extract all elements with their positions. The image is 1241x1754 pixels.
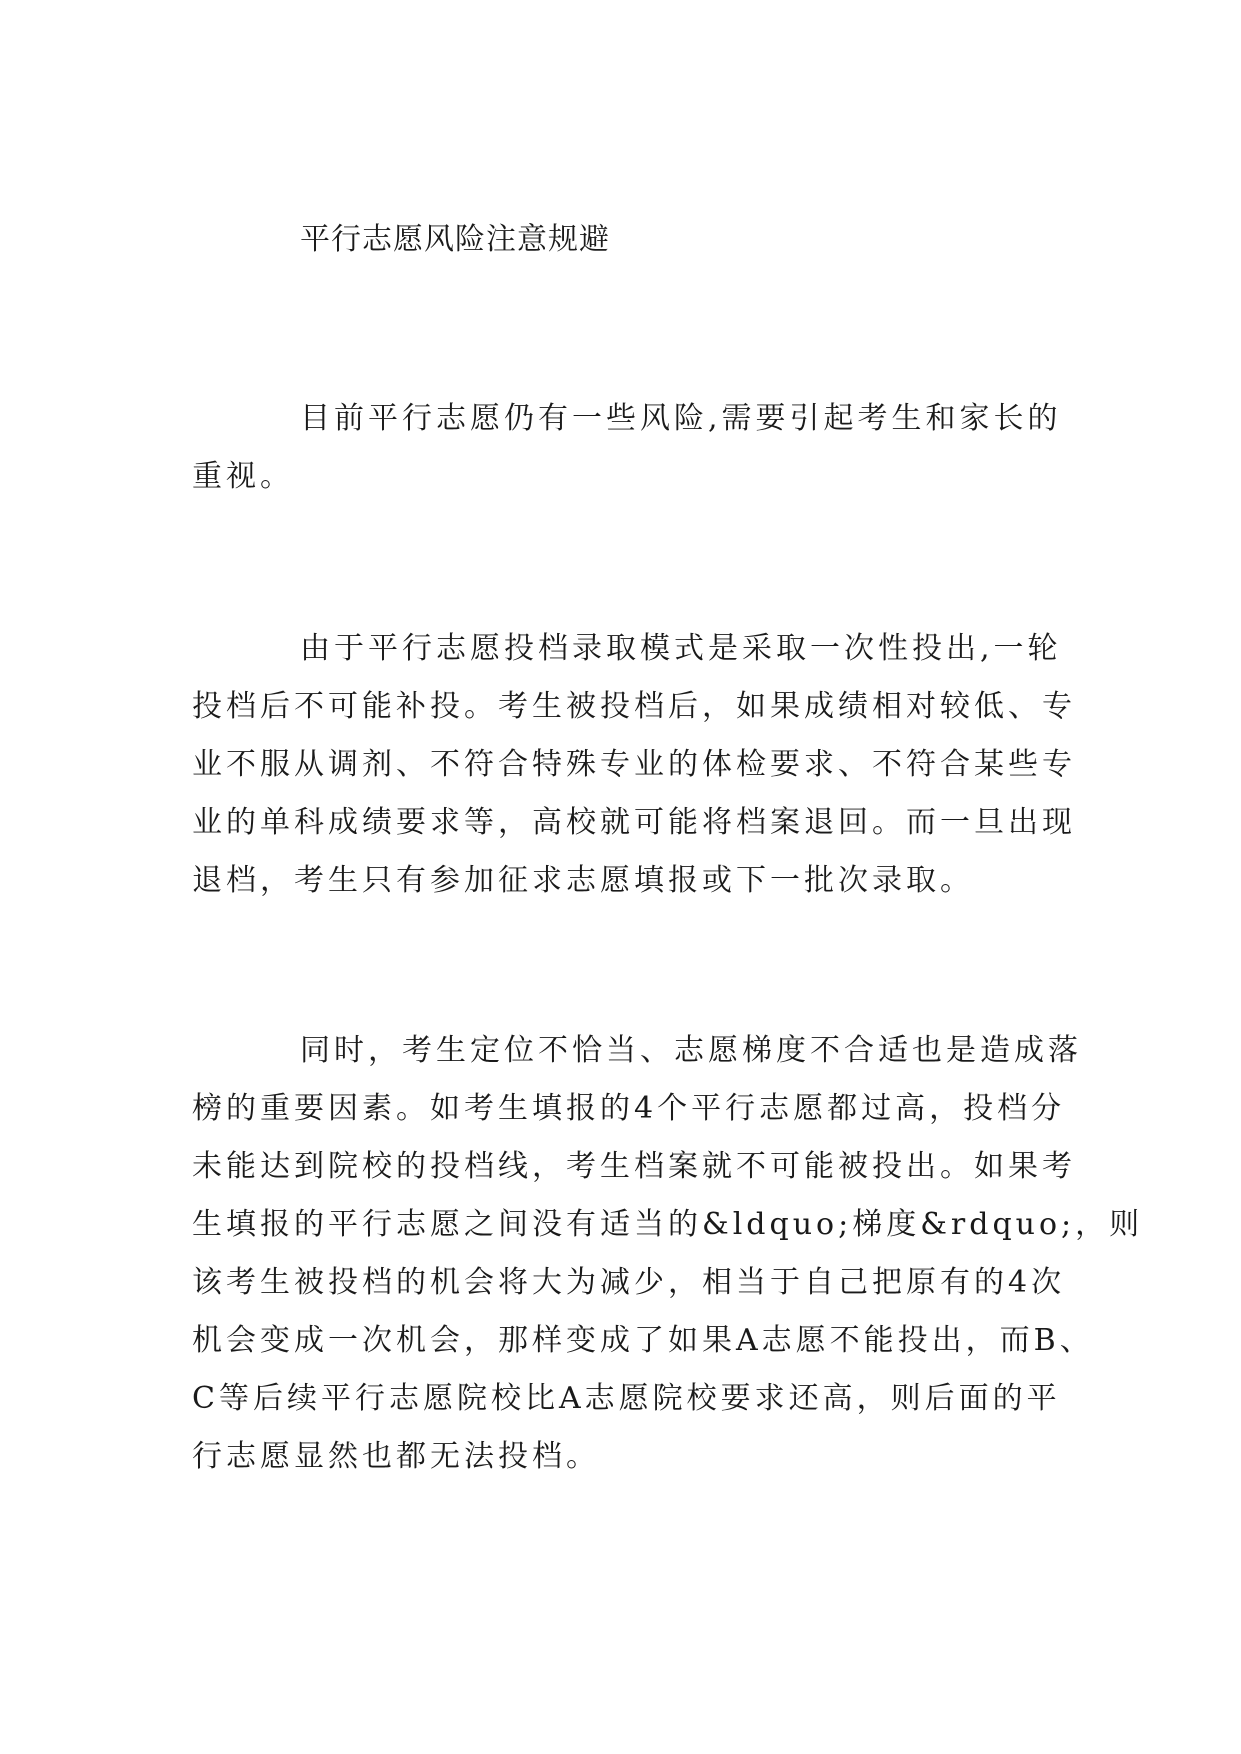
paragraph-1	[192, 390, 1062, 506]
paragraph-line: 行志愿显然也都无法投档。	[192, 1439, 600, 1474]
paragraph-line: 生填报的平行志愿之间没有适当的&ldquo;梯度&rdquo;，则	[192, 1207, 1144, 1242]
paragraph-line: 重视。	[192, 459, 294, 494]
paragraph-line: 同时，考生定位不恰当、志愿梯度不合适也是造成落	[300, 1033, 1082, 1068]
paragraph-line: 投档后不可能补投。考生被投档后，如果成绩相对较低、专	[192, 689, 1076, 724]
paragraph-line: 业的单科成绩要求等，高校就可能将档案退回。而一旦出现	[192, 805, 1076, 840]
paragraph-line: 业不服从调剂、不符合特殊专业的体检要求、不符合某些专	[192, 747, 1076, 782]
paragraph-line: 目前平行志愿仍有一些风险,需要引起考生和家长的	[300, 401, 1062, 436]
paragraph-3	[192, 1022, 1144, 1486]
paragraph-line: C等后续平行志愿院校比A志愿院校要求还高，则后面的平	[192, 1381, 1061, 1416]
paragraph-line: 榜的重要因素。如考生填报的4个平行志愿都过高，投档分	[192, 1091, 1066, 1126]
paragraph-line: 未能达到院校的投档线，考生档案就不可能被投出。如果考	[192, 1149, 1076, 1184]
paragraph-line: 退档，考生只有参加征求志愿填报或下一批次录取。	[192, 863, 974, 898]
paragraph-line: 机会变成一次机会，那样变成了如果A志愿不能投出，而B、	[192, 1323, 1094, 1358]
document-title: 平行志愿风险注意规避	[300, 222, 610, 257]
paragraph-2	[192, 620, 1076, 910]
paragraph-line: 由于平行志愿投档录取模式是采取一次性投出,一轮	[300, 631, 1062, 666]
paragraph-line: 该考生被投档的机会将大为减少，相当于自己把原有的4次	[192, 1265, 1066, 1300]
